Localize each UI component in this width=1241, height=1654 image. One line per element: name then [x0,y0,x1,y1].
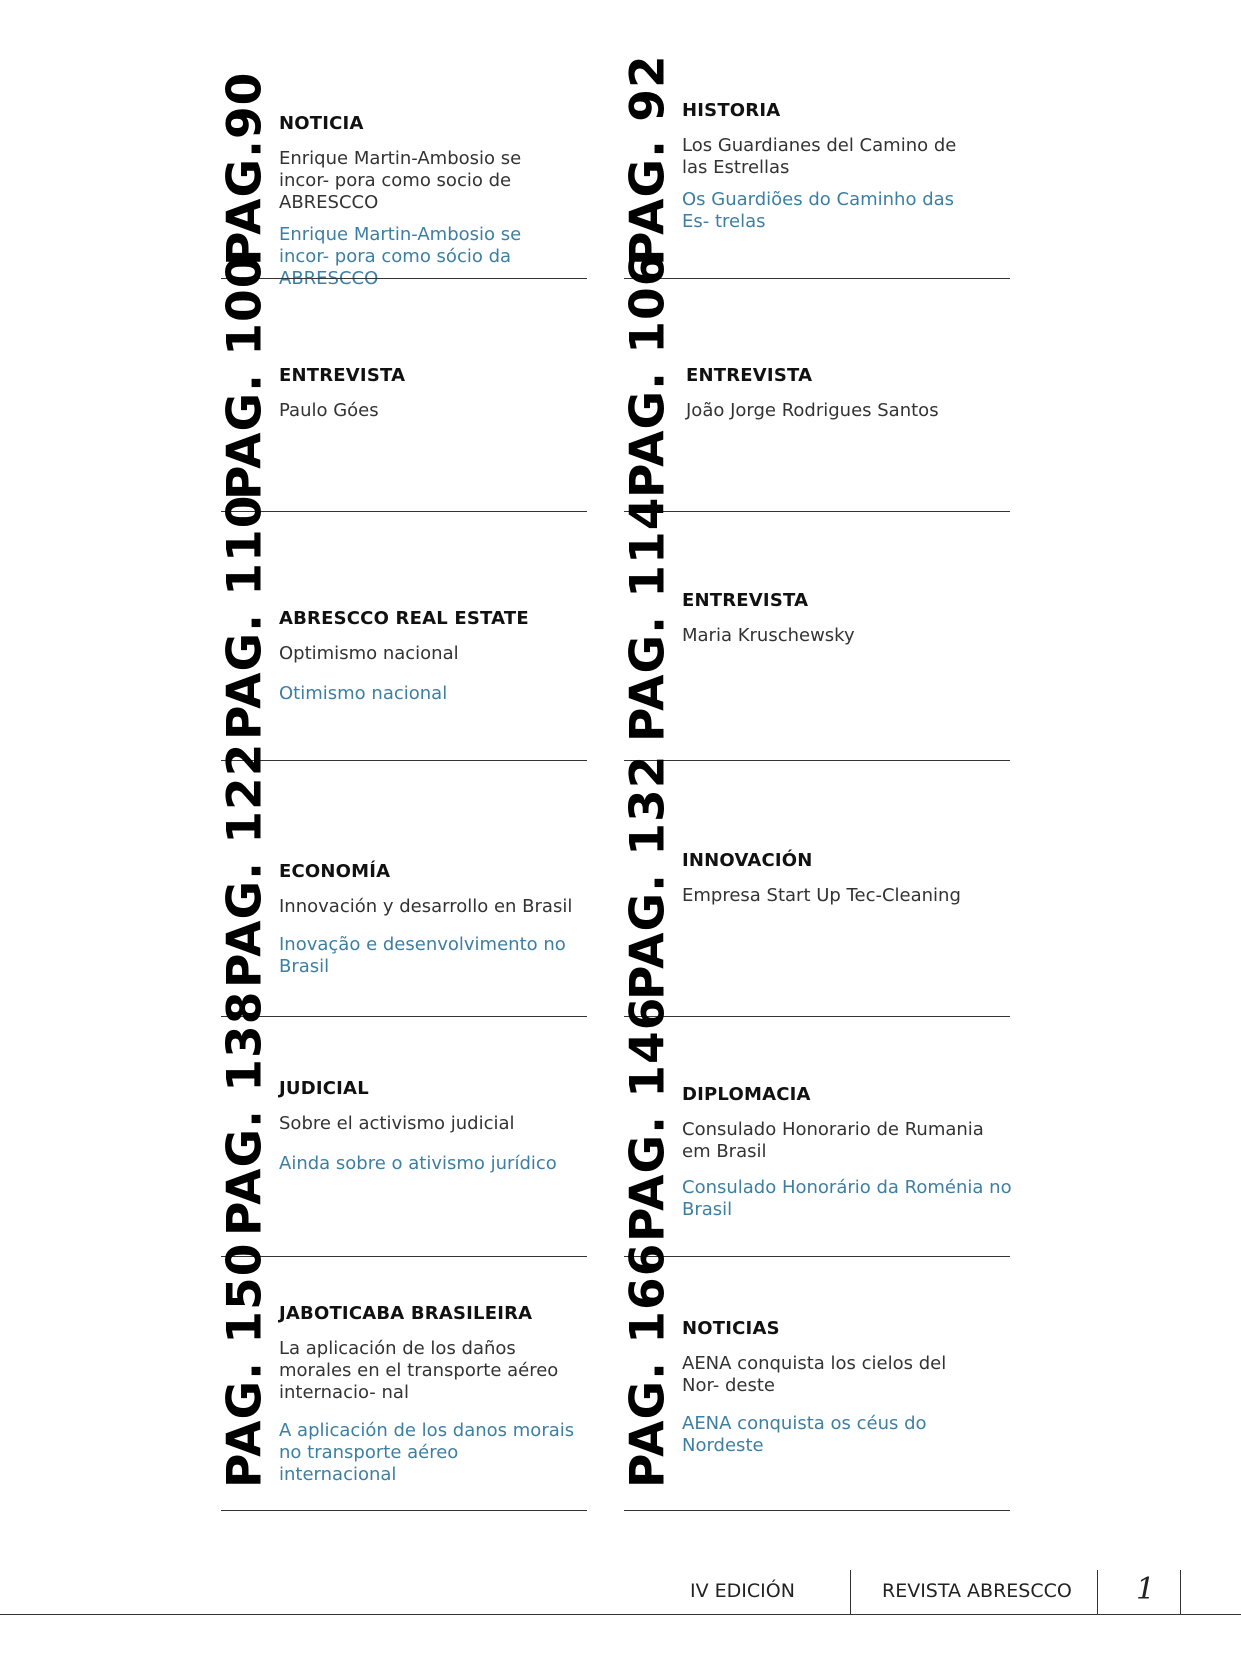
page-number: PAG. 106 [620,252,676,498]
article-title-es: Consulado Honorario de Rumania em Brasil [682,1119,984,1162]
section-category: ENTREVISTA [279,365,406,386]
page-number: PAG. 166 [620,1242,676,1488]
divider [221,1510,587,1511]
page-number: PAG. 150 [217,1242,273,1488]
article-title-es: Optimismo nacional [279,643,459,664]
article-title-es: Maria Kruschewsky [682,625,855,646]
page-number: PAG. 110 [217,494,273,740]
article-title-es: Empresa Start Up Tec-Cleaning [682,885,961,906]
divider [221,1016,587,1017]
article-title-es: Los Guardianes del Camino de las Estrellas [682,135,957,178]
page-number: PAG. 146 [620,996,676,1242]
article-title-es: Sobre el activismo judicial [279,1113,515,1134]
toc-entry[interactable] [620,54,1010,273]
article-title-pt: Ainda sobre o ativismo jurídico [279,1153,557,1174]
article-title-pt: Os Guardiões do Caminho das Es- trelas [682,189,955,232]
article-title-es: Paulo Góes [279,400,379,421]
section-category: HISTORIA [682,100,781,121]
footer-divider [1180,1570,1181,1615]
section-category: ABRESCCO REAL ESTATE [279,608,529,629]
section-category: INNOVACIÓN [682,850,813,871]
toc-entry[interactable] [217,990,587,1236]
section-category: DIPLOMACIA [682,1084,811,1105]
page-number: PAG. 114 [620,496,676,742]
article-title-pt: Otimismo nacional [279,683,448,704]
page-number: PAG. 132 [620,754,676,1000]
section-category: ENTREVISTA [686,365,813,386]
article-title-pt: Inovação e desenvolvimento no Brasil [279,934,566,977]
section-category: NOTICIAS [682,1318,780,1339]
article-title-es: AENA conquista los cielos del Nor- deste [682,1353,947,1396]
toc-entry[interactable] [620,754,1010,1000]
divider [221,1256,587,1257]
toc-entry[interactable] [217,71,587,289]
section-category: JABOTICABA BRASILEIRA [279,1303,533,1324]
page-number: PAG. 100 [217,254,273,500]
divider [624,760,1010,761]
article-title-pt: A aplicación de los danos morais no transporte aéreo internacional [279,1420,575,1485]
page-number: PAG. 122 [217,742,273,988]
magazine-name: REVISTA ABRESCCO [882,1580,1072,1602]
toc-entry[interactable] [217,1242,587,1488]
divider [624,1256,1010,1257]
footer-divider [850,1570,851,1615]
section-category: NOTICIA [279,113,364,134]
divider [221,278,587,279]
article-title-pt: Consulado Honorário da Roménia no Brasil [682,1177,1012,1220]
article-title-pt: Enrique Martin-Ambosio se incor- pora como sócio da ABRESCCO [279,224,522,289]
page-number: PAG.90 [217,71,273,266]
section-category: ENTREVISTA [682,590,809,611]
article-title-pt: AENA conquista os céus do Nordeste [682,1413,927,1456]
footer-divider [1097,1570,1098,1615]
article-title-es: João Jorge Rodrigues Santos [686,400,939,421]
divider [624,511,1010,512]
divider [624,1510,1010,1511]
toc-entry[interactable] [620,496,1010,744]
article-title-es: Innovación y desarrollo en Brasil [279,896,573,917]
toc-entry[interactable] [217,494,587,744]
toc-entry[interactable] [620,1242,1010,1488]
section-category: JUDICIAL [279,1078,369,1099]
divider [624,1016,1010,1017]
article-title-es: Enrique Martin-Ambosio se incor- pora como socio de ABRESCCO [279,148,522,213]
toc-entry[interactable] [620,252,1010,502]
divider [221,511,587,512]
edition-label: IV EDICIÓN [690,1580,795,1602]
toc-entry[interactable] [620,996,1012,1244]
divider [624,278,1010,279]
page-number: PAG. 92 [620,54,676,266]
page-folio: 1 [1136,1572,1156,1607]
toc-entry[interactable] [217,742,587,988]
footer-rule [0,1614,1241,1615]
page-number: PAG. 138 [217,990,273,1236]
article-title-es: La aplicación de los daños morales en el transporte aéreo internacio- nal [279,1338,559,1403]
divider [221,760,587,761]
section-category: ECONOMÍA [279,861,391,882]
